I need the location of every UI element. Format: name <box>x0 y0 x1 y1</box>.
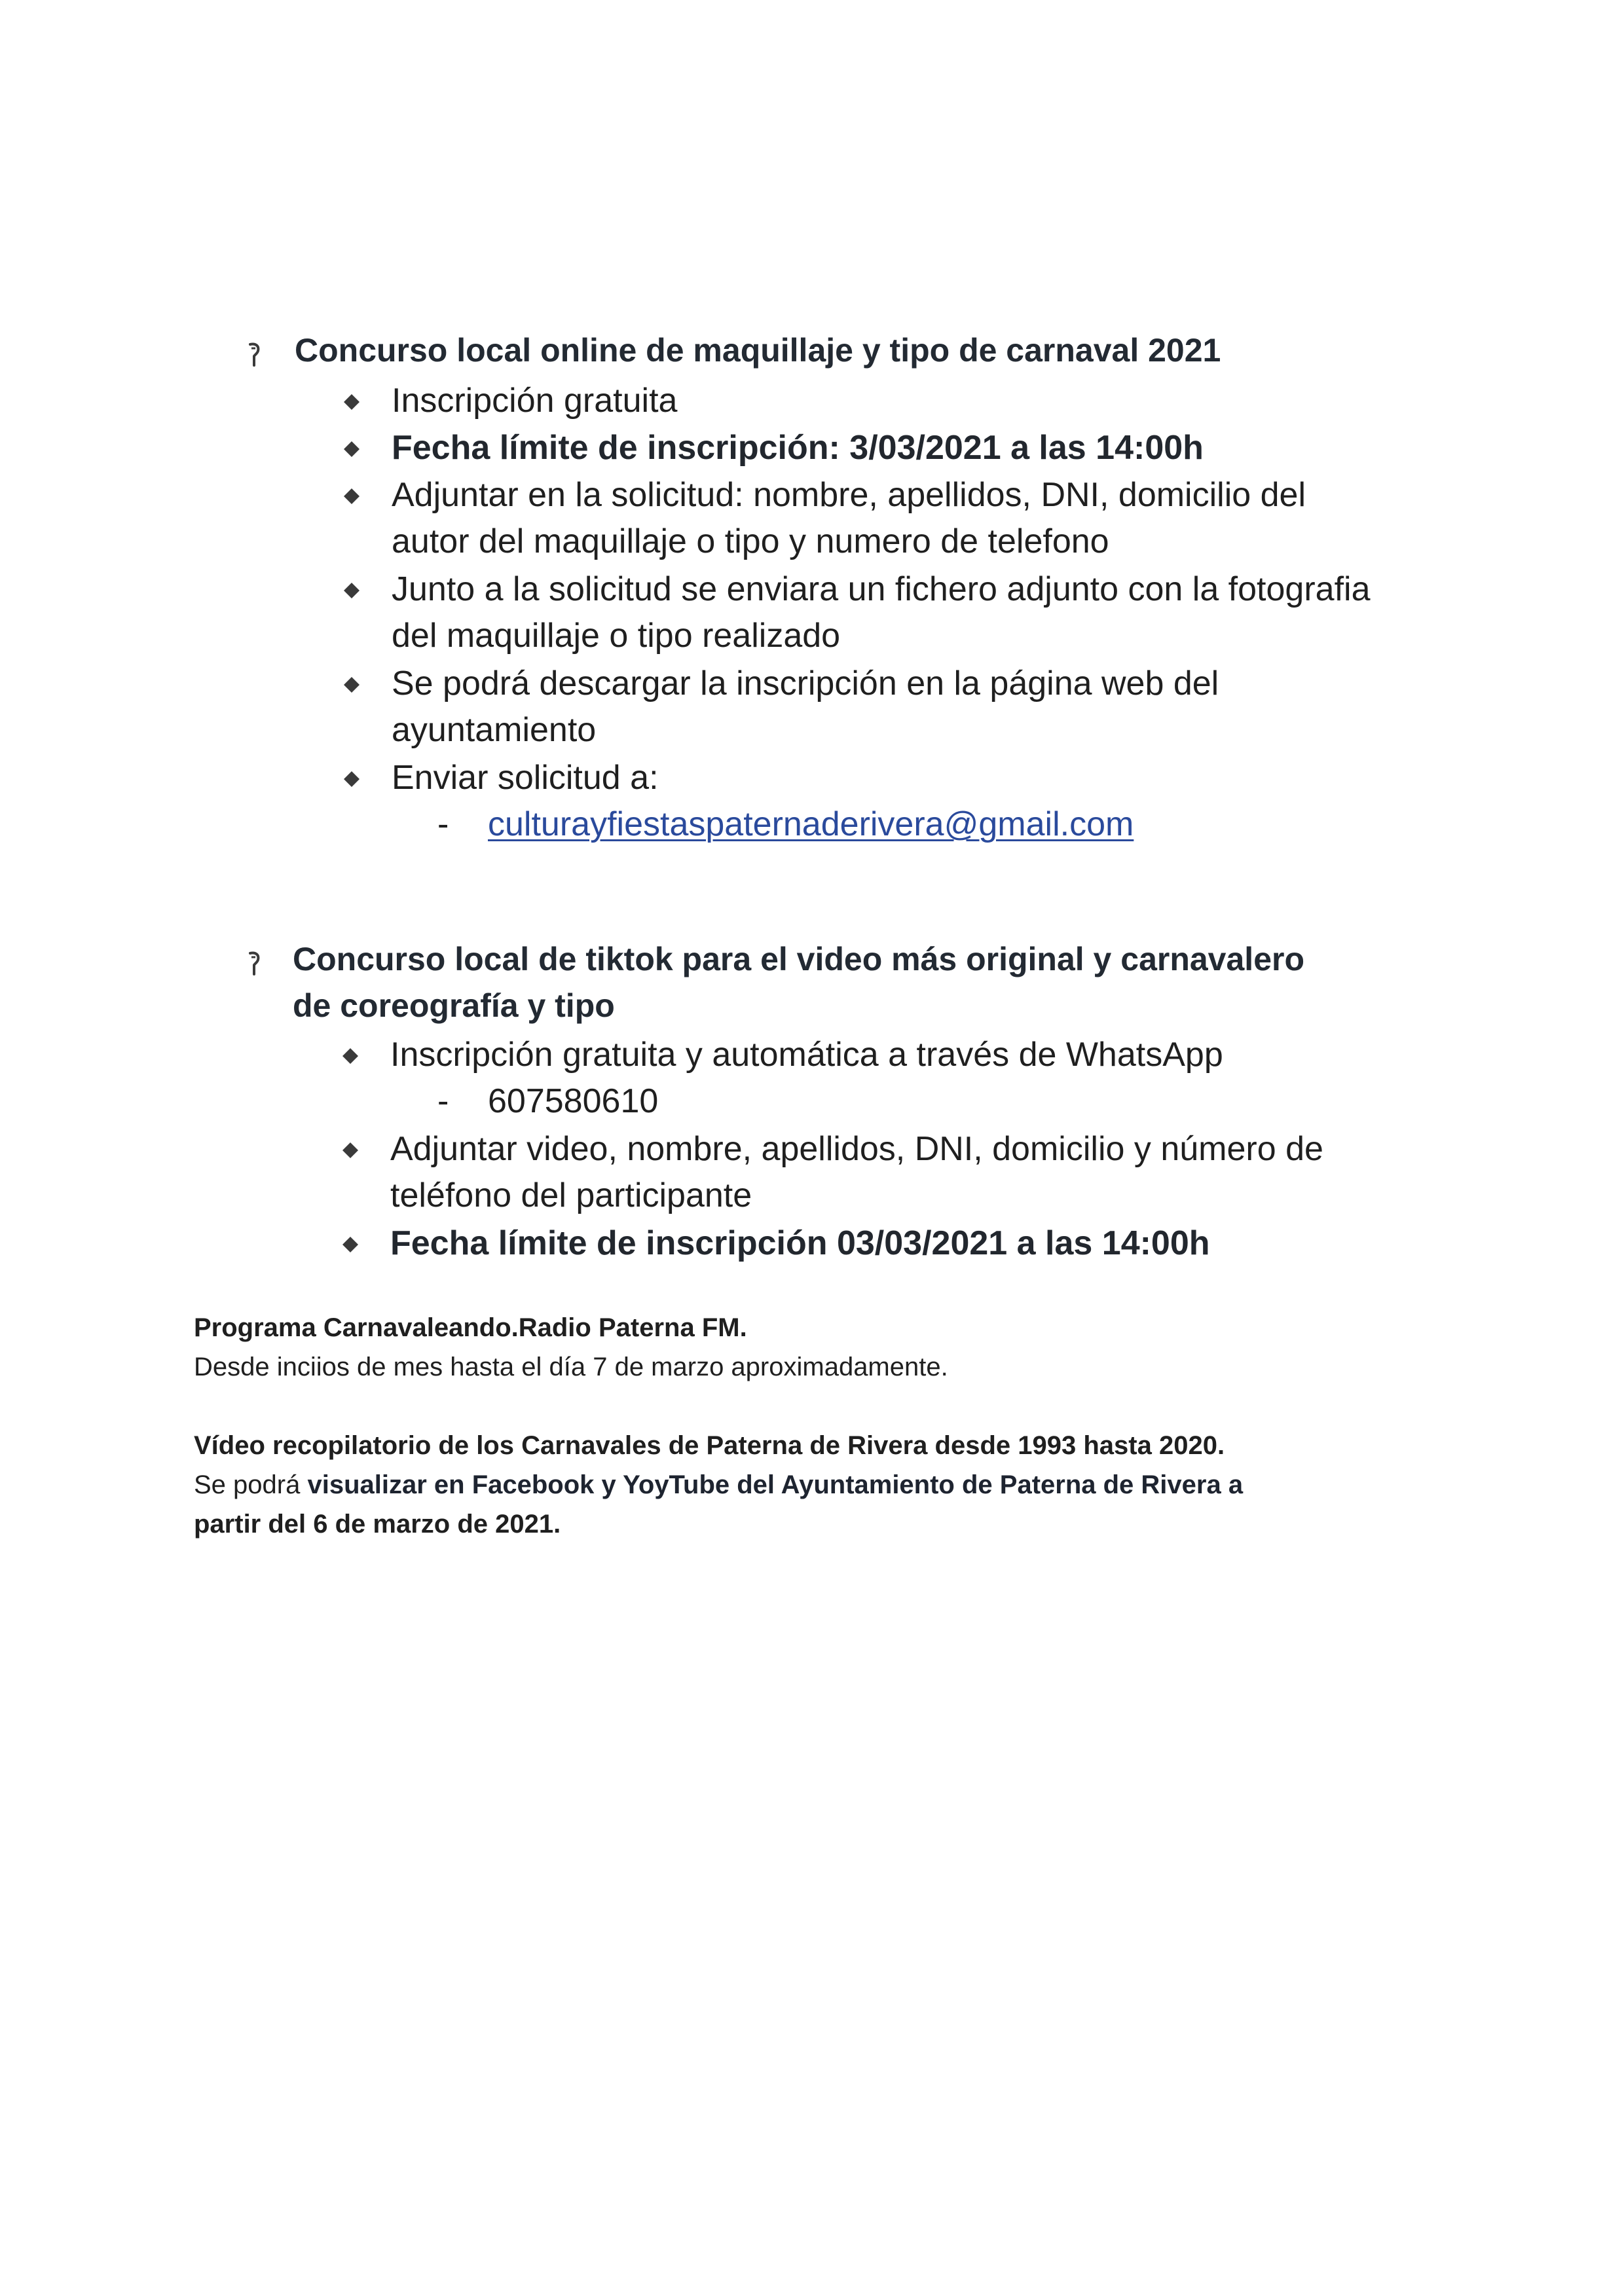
diamond-bullet-icon <box>342 581 361 600</box>
diamond-bullet-icon <box>342 393 361 411</box>
video-text-bold: visualizar en Facebook y YoyTube del Ayuntamiento de Paterna de Rivera a <box>307 1470 1244 1499</box>
section2-item-3: Fecha límite de inscripción 03/03/2021 a las 14:00h <box>390 1224 1210 1262</box>
video-text-line2 <box>194 1470 1243 1500</box>
diamond-bullet-icon <box>342 770 361 788</box>
section1-item-1: Inscripción gratuita <box>392 382 678 420</box>
section1-item-5-line2: ayuntamiento <box>392 711 597 749</box>
video-heading: Vídeo recopilatorio de los Carnavales de Paterna de Rivera desde 1993 hasta 2020. <box>194 1431 1225 1460</box>
diamond-bullet-icon <box>341 1047 360 1065</box>
diamond-bullet-icon <box>341 1235 360 1254</box>
section1-item-3-line2: autor del maquillaje o tipo y numero de telefono <box>392 522 1109 560</box>
radio-heading: Programa Carnavaleando.Radio Paterna FM. <box>194 1313 747 1342</box>
section2-item-2-line2: teléfono del participante <box>390 1176 752 1214</box>
pointing-hand-icon <box>246 342 262 368</box>
section1-item-6: Enviar solicitud a: <box>392 759 659 797</box>
section1-title: Concurso local online de maquillaje y tipo de carnaval 2021 <box>295 332 1221 369</box>
radio-text: Desde inciios de mes hasta el día 7 de marzo aproximadamente. <box>194 1353 948 1381</box>
list-dash: - <box>437 1082 449 1120</box>
section2-item-1: Inscripción gratuita y automática a través de WhatsApp <box>390 1036 1223 1074</box>
section2-title-line1: Concurso local de tiktok para el video más original y carnavalero <box>293 941 1304 977</box>
diamond-bullet-icon <box>341 1141 360 1159</box>
section1-item-2: Fecha límite de inscripción: 3/03/2021 a las 14:00h <box>392 429 1204 467</box>
diamond-bullet-icon <box>342 487 361 505</box>
section1-item-3-line1: Adjuntar en la solicitud: nombre, apellidos, DNI, domicilio del <box>392 476 1306 514</box>
diamond-bullet-icon <box>342 440 361 458</box>
section1-item-4-line2: del maquillaje o tipo realizado <box>392 617 841 655</box>
section2-title-line2: de coreografía y tipo <box>293 987 615 1024</box>
diamond-bullet-icon <box>342 676 361 694</box>
email-link[interactable]: culturayfiestaspaternaderivera@gmail.com <box>488 805 1134 843</box>
section1-item-4-line1: Junto a la solicitud se enviara un fichero adjunto con la fotografia <box>392 570 1371 608</box>
section2-item-2-line1: Adjuntar video, nombre, apellidos, DNI, domicilio y número de <box>390 1130 1323 1168</box>
video-text-line3: partir del 6 de marzo de 2021. <box>194 1510 561 1539</box>
list-dash: - <box>437 805 449 843</box>
pointing-hand-icon <box>246 951 262 977</box>
whatsapp-phone: 607580610 <box>488 1082 659 1120</box>
section1-item-5-line1: Se podrá descargar la inscripción en la página web del <box>392 665 1219 702</box>
video-text-plain: Se podrá <box>194 1470 308 1499</box>
